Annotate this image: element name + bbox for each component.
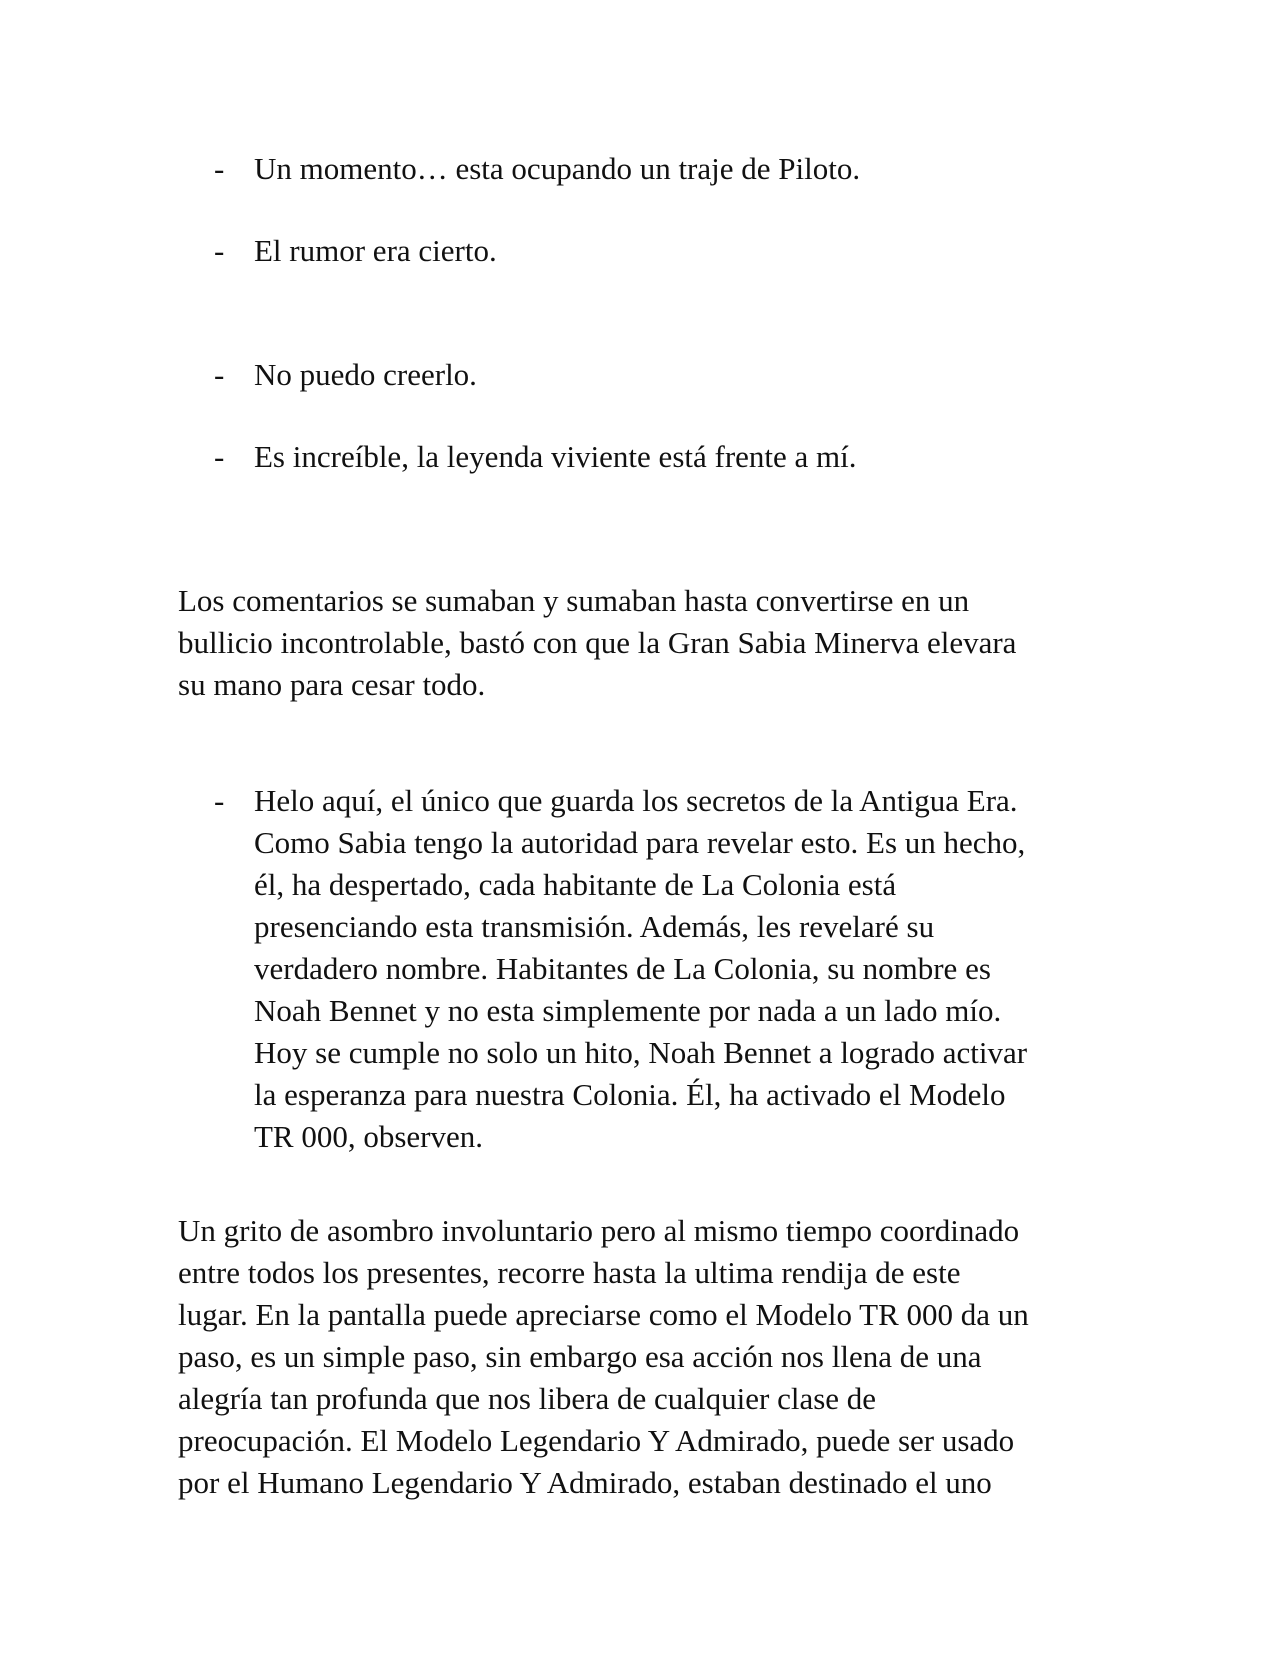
dialogue-text-line: Hoy se cumple no solo un hito, Noah Bennet a logrado activar — [254, 1035, 1028, 1070]
dialogue-text-line: Noah Bennet y no esta simplemente por nada a un lado mío. — [254, 993, 1002, 1028]
dialogue-dash: - — [214, 233, 225, 268]
paragraph-line: bullicio incontrolable, bastó con que la Gran Sabia Minerva elevara — [178, 625, 1017, 660]
narrative-paragraph — [178, 1210, 1118, 1504]
paragraph-line: su mano para cesar todo. — [178, 667, 486, 702]
dialogue-text-line: él, ha despertado, cada habitante de La Colonia está — [254, 867, 897, 902]
dialogue-text — [254, 780, 1114, 1158]
dialogue-text: El rumor era cierto. — [254, 233, 497, 268]
paragraph-line: Un grito de asombro involuntario pero al mismo tiempo coordinado — [178, 1213, 1020, 1248]
dialogue-text-line: la esperanza para nuestra Colonia. Él, ha activado el Modelo — [254, 1077, 1006, 1112]
paragraph-line: Los comentarios se sumaban y sumaban hasta convertirse en un — [178, 583, 970, 618]
dialogue-text-line: Helo aquí, el único que guarda los secretos de la Antigua Era. — [254, 783, 1018, 818]
dialogue-dash: - — [214, 783, 225, 818]
paragraph-line: entre todos los presentes, recorre hasta la ultima rendija de este — [178, 1255, 961, 1290]
dialogue-dash: - — [214, 357, 225, 392]
dialogue-dash: - — [214, 151, 225, 186]
dialogue-text: Es increíble, la leyenda viviente está frente a mí. — [254, 439, 857, 474]
narrative-paragraph — [178, 580, 1118, 706]
paragraph-line: preocupación. El Modelo Legendario Y Admirado, puede ser usado — [178, 1423, 1015, 1458]
paragraph-line: lugar. En la pantalla puede apreciarse como el Modelo TR 000 da un — [178, 1297, 1029, 1332]
dialogue-text-line: verdadero nombre. Habitantes de La Colonia, su nombre es — [254, 951, 991, 986]
dialogue-text: No puedo creerlo. — [254, 357, 477, 392]
dialogue-text-line: TR 000, observen. — [254, 1119, 484, 1154]
dialogue-text-line: Como Sabia tengo la autoridad para revelar esto. Es un hecho, — [254, 825, 1026, 860]
paragraph-line: paso, es un simple paso, sin embargo esa acción nos llena de una — [178, 1339, 982, 1374]
dialogue-dash: - — [214, 439, 225, 474]
paragraph-line: alegría tan profunda que nos libera de cualquier clase de — [178, 1381, 877, 1416]
dialogue-text-line: presenciando esta transmisión. Además, les revelaré su — [254, 909, 935, 944]
dialogue-text: Un momento… esta ocupando un traje de Piloto. — [254, 151, 861, 186]
paragraph-line: por el Humano Legendario Y Admirado, estaban destinado el uno — [178, 1465, 992, 1500]
